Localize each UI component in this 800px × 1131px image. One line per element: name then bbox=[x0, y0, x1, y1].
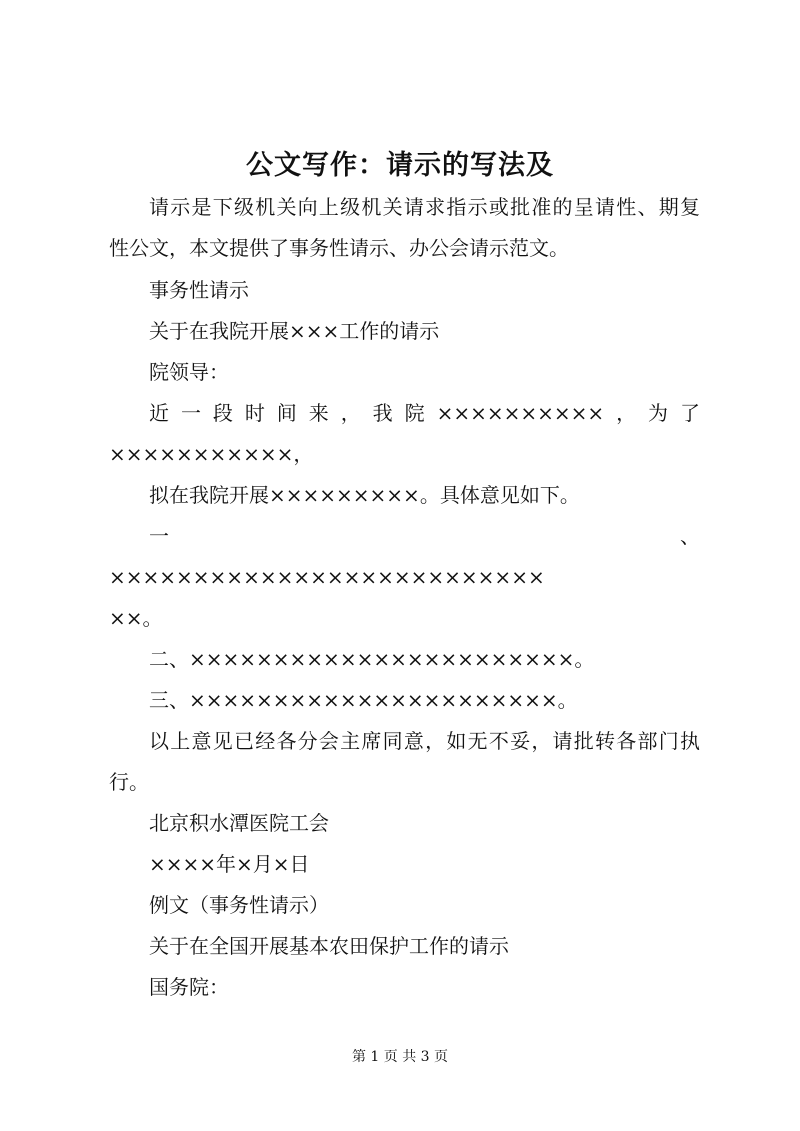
section-heading: 事务性请示 bbox=[149, 278, 249, 302]
list-item-1-text: ××。 bbox=[109, 606, 163, 630]
paragraph-line: 性公文，本文提供了事务性请示、办公会请示范文。 bbox=[109, 236, 569, 260]
paragraph-line: 行。 bbox=[109, 770, 149, 794]
paragraph-line: 近一段时间来，我院××××××××××，为了 bbox=[149, 401, 700, 425]
paragraph-line: 以上意见已经各分会主席同意，如无不妥，请批转各部门执 bbox=[149, 729, 700, 753]
document-title: 公文写作：请示的写法及 bbox=[246, 150, 554, 181]
salutation: 国务院： bbox=[149, 975, 229, 999]
paragraph-line: 拟在我院开展×××××××××。具体意见如下。 bbox=[149, 483, 580, 507]
signature-date: ××××年×月×日 bbox=[149, 852, 310, 876]
salutation: 院领导： bbox=[149, 360, 229, 384]
list-item-1-label: 一、 bbox=[149, 524, 700, 548]
example-heading: 例文（事务性请示） bbox=[149, 893, 329, 917]
page-number: 第 1 页 共 3 页 bbox=[351, 1049, 449, 1065]
paragraph-line: ×××××××××××， bbox=[109, 442, 314, 466]
request-title: 关于在我院开展×××工作的请示 bbox=[149, 319, 440, 343]
request-title: 关于在全国开展基本农田保护工作的请示 bbox=[149, 934, 509, 958]
list-item-3: 三、××××××××××××××××××××××。 bbox=[149, 688, 578, 712]
list-item-2: 二、×××××××××××××××××××××××。 bbox=[149, 647, 595, 671]
paragraph-line: 请示是下级机关向上级机关请求指示或批准的呈请性、期复 bbox=[149, 195, 700, 219]
list-item-1-text: ×××××××××××××××××××××××××× bbox=[109, 565, 545, 589]
signature-org: 北京积水潭医院工会 bbox=[149, 811, 329, 835]
